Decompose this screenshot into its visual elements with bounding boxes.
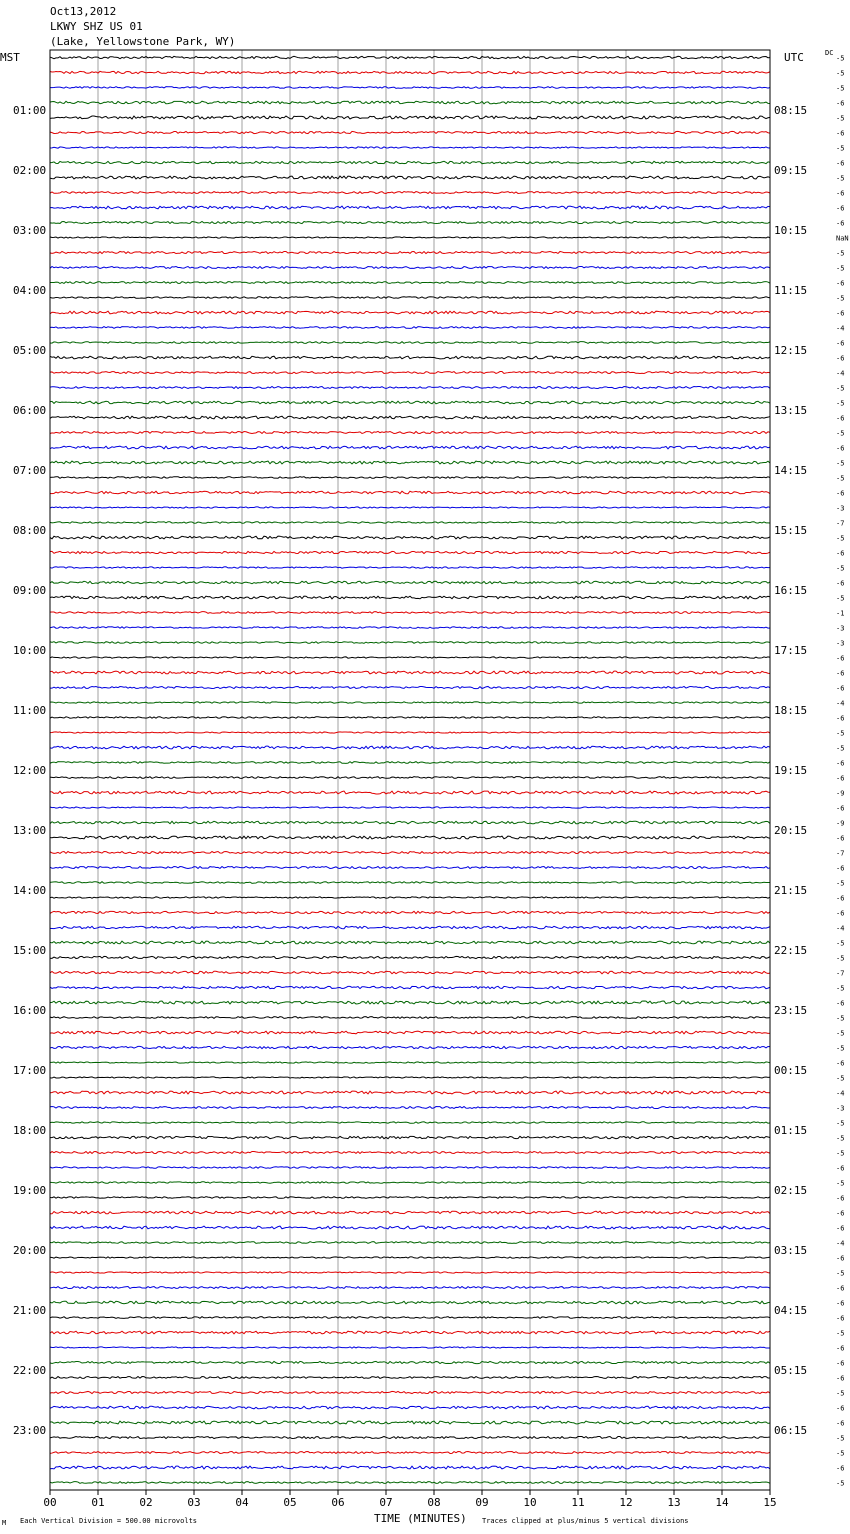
trace-value-label: -6 (836, 159, 845, 168)
trace-value-label: -5 (836, 954, 845, 963)
right-hour-label: 09:15 (774, 164, 808, 177)
trace-value-label: -5 (836, 429, 845, 438)
trace-line (50, 356, 770, 359)
trace-value-label: -5 (836, 114, 845, 123)
trace-line (50, 1301, 770, 1304)
left-hour-label: 12:00 (13, 764, 47, 777)
left-hour-label: 04:00 (13, 284, 47, 297)
trace-line (50, 746, 770, 749)
trace-value-label: -5 (836, 1329, 845, 1338)
right-axis-label: UTC (784, 51, 804, 64)
trace-value-label: -5 (836, 459, 845, 468)
trace-line (50, 762, 770, 764)
trace-line (50, 1182, 770, 1184)
trace-value-label: -6 (836, 909, 845, 918)
corner-mark: M (2, 1519, 7, 1527)
trace-line (50, 87, 770, 89)
left-hour-label: 13:00 (13, 824, 47, 837)
right-hour-label: 06:15 (774, 1424, 808, 1437)
trace-value-label: -6 (836, 414, 845, 423)
trace-line (50, 1482, 770, 1484)
trace-line (50, 477, 770, 479)
trace-line (50, 836, 770, 839)
trace-line (50, 671, 770, 674)
trace-line (50, 642, 770, 644)
right-hour-label: 00:15 (774, 1064, 808, 1077)
trace-line (50, 1031, 770, 1034)
trace-value-label: -6 (836, 354, 845, 363)
trace-value-label: -5 (836, 144, 845, 153)
trace-value-label: -5 (836, 594, 845, 603)
trace-line (50, 536, 770, 539)
x-tick-label: 12 (619, 1496, 633, 1509)
trace-line (50, 866, 770, 868)
trace-line (50, 567, 770, 568)
left-hour-label: 21:00 (13, 1304, 47, 1317)
left-hour-label: 10:00 (13, 644, 47, 657)
trace-value-label: -5 (836, 1269, 845, 1278)
right-hour-label: 14:15 (774, 464, 808, 477)
right-hour-label: 11:15 (774, 284, 808, 297)
trace-value-label: -5 (836, 984, 845, 993)
trace-line (50, 416, 770, 419)
trace-value-label: -6 (836, 804, 845, 813)
trace-value-label: -4 (836, 369, 845, 378)
trace-value-label: -6 (836, 204, 845, 213)
trace-value-label: -6 (836, 279, 845, 288)
trace-line (50, 612, 770, 614)
trace-line (50, 551, 770, 553)
left-hour-label: 02:00 (13, 164, 47, 177)
trace-line (50, 1151, 770, 1153)
trace-line (50, 101, 770, 104)
trace-line (50, 522, 770, 524)
right-hour-label: 17:15 (774, 644, 808, 657)
trace-line (50, 327, 770, 329)
trace-value-label: -5 (836, 1434, 845, 1443)
trace-line (50, 1167, 770, 1169)
trace-value-label: -5 (836, 1149, 845, 1158)
trace-line (50, 266, 770, 268)
x-tick-label: 13 (667, 1496, 681, 1509)
left-hour-label: 09:00 (13, 584, 47, 597)
trace-value-label: -5 (836, 1134, 845, 1143)
trace-line (50, 161, 770, 163)
trace-value-label: -5 (836, 249, 845, 258)
right-hour-label: 05:15 (774, 1364, 808, 1377)
trace-value-label: -6 (836, 1224, 845, 1233)
trace-value-label: -6 (836, 759, 845, 768)
right-hour-label: 16:15 (774, 584, 808, 597)
trace-value-label: -4 (836, 699, 845, 708)
trace-value-label: -6 (836, 1209, 845, 1218)
trace-value-label: -6 (836, 1284, 845, 1293)
trace-line (50, 971, 770, 974)
x-tick-label: 10 (523, 1496, 537, 1509)
scale-note: Each Vertical Division = 500.00 microvolts (20, 1517, 198, 1525)
trace-line (50, 1242, 770, 1244)
left-hour-label: 14:00 (13, 884, 47, 897)
trace-line (50, 1452, 770, 1454)
trace-line (50, 311, 770, 314)
trace-line (50, 401, 770, 404)
left-hour-label: 06:00 (13, 404, 47, 417)
trace-line (50, 702, 770, 703)
trace-value-label: -4 (836, 1089, 845, 1098)
x-tick-label: 02 (139, 1496, 153, 1509)
right-hour-label: 15:15 (774, 524, 808, 537)
trace-line (50, 956, 770, 958)
trace-line (50, 372, 770, 374)
trace-value-label: -6 (836, 1404, 845, 1413)
trace-value-label: -6 (836, 189, 845, 198)
trace-line (50, 882, 770, 884)
trace-line (50, 1062, 770, 1063)
trace-value-label: -5 (836, 54, 845, 63)
x-tick-label: 00 (43, 1496, 57, 1509)
trace-value-label: -6 (836, 999, 845, 1008)
x-tick-label: 04 (235, 1496, 249, 1509)
trace-value-label: -5 (836, 1479, 845, 1488)
trace-value-label: -5 (836, 1449, 845, 1458)
trace-line (50, 1406, 770, 1409)
trace-line (50, 941, 770, 944)
trace-line (50, 1211, 770, 1214)
trace-value-label: -9 (836, 789, 845, 798)
left-hour-label: 11:00 (13, 704, 47, 717)
x-tick-label: 06 (331, 1496, 345, 1509)
right-hour-label: 04:15 (774, 1304, 808, 1317)
right-hour-label: 08:15 (774, 104, 808, 117)
trace-line (50, 732, 770, 733)
trace-value-label: -6 (836, 1359, 845, 1368)
trace-line (50, 1257, 770, 1258)
trace-value-label: -5 (836, 399, 845, 408)
trace-value-label: -6 (836, 579, 845, 588)
trace-value-label: -6 (836, 444, 845, 453)
left-hour-label: 01:00 (13, 104, 47, 117)
trace-value-label: -7 (836, 519, 845, 528)
left-hour-label: 03:00 (13, 224, 47, 237)
trace-line (50, 56, 770, 58)
right-hour-label: 21:15 (774, 884, 808, 897)
trace-value-label: -5 (836, 744, 845, 753)
left-hour-label: 19:00 (13, 1184, 47, 1197)
trace-line (50, 986, 770, 988)
trace-value-label: -6 (836, 669, 845, 678)
trace-value-label: -5 (836, 1389, 845, 1398)
trace-value-label: -6 (836, 864, 845, 873)
trace-value-label: -5 (836, 1179, 845, 1188)
right-hour-label: 10:15 (774, 224, 808, 237)
trace-value-label: -1 (836, 609, 845, 618)
left-hour-label: 05:00 (13, 344, 47, 357)
x-tick-label: 08 (427, 1496, 441, 1509)
trace-value-label: -5 (836, 879, 845, 888)
trace-value-label: -3 (836, 504, 845, 513)
right-hour-label: 22:15 (774, 944, 808, 957)
trace-line (50, 1122, 770, 1123)
trace-line (50, 581, 770, 583)
clip-note: Traces clipped at plus/minus 5 vertical divisions (482, 1517, 689, 1525)
trace-line (50, 1091, 770, 1094)
left-axis-label: MST (0, 51, 20, 64)
trace-group (50, 56, 770, 1483)
trace-line (50, 192, 770, 194)
trace-line (50, 221, 770, 223)
trace-value-label: -6 (836, 99, 845, 108)
x-tick-label: 07 (379, 1496, 393, 1509)
trace-value-label: -6 (836, 1464, 845, 1473)
trace-value-label: -6 (836, 219, 845, 228)
trace-line (50, 1107, 770, 1109)
trace-value-label: -6 (836, 1344, 845, 1353)
trace-value-label: -3 (836, 1104, 845, 1113)
trace-value-label: -4 (836, 324, 845, 333)
trace-line (50, 1361, 770, 1363)
trace-value-label: -6 (836, 774, 845, 783)
trace-line (50, 387, 770, 389)
trace-value-label: -5 (836, 1074, 845, 1083)
trace-value-label: -6 (836, 894, 845, 903)
trace-line (50, 431, 770, 433)
trace-line (50, 147, 770, 148)
trace-line (50, 176, 770, 179)
trace-value-label: -7 (836, 849, 845, 858)
plot-date: Oct13,2012 (50, 5, 117, 18)
trace-line (50, 1391, 770, 1393)
trace-value-label: -5 (836, 69, 845, 78)
grid-lines (98, 50, 722, 1490)
x-tick-label: 11 (571, 1496, 585, 1509)
trace-value-label: -5 (836, 294, 845, 303)
left-hour-label: 20:00 (13, 1244, 47, 1257)
plot-footer (2, 1512, 689, 1527)
station-location: (Lake, Yellowstone Park, WY) (50, 35, 236, 48)
x-tick-label: 05 (283, 1496, 297, 1509)
trace-line (50, 1466, 770, 1469)
trace-line (50, 237, 770, 238)
trace-value-label: -6 (836, 1254, 845, 1263)
trace-line (50, 851, 770, 853)
trace-value-label: -4 (836, 924, 845, 933)
trace-line (50, 821, 770, 824)
trace-line (50, 1317, 770, 1319)
trace-line (50, 1436, 770, 1438)
right-hour-label: 03:15 (774, 1244, 808, 1257)
left-hour-label: 18:00 (13, 1124, 47, 1137)
trace-value-label: -3 (836, 639, 845, 648)
right-hour-label: 23:15 (774, 1004, 808, 1017)
trace-line (50, 1331, 770, 1334)
trace-line (50, 342, 770, 344)
left-hour-label: 22:00 (13, 1364, 47, 1377)
x-tick-label: 01 (91, 1496, 105, 1509)
trace-line (50, 807, 770, 808)
trace-value-label: -6 (836, 834, 845, 843)
trace-value-label: -5 (836, 534, 845, 543)
trace-line (50, 491, 770, 494)
trace-value-label: -6 (836, 1299, 845, 1308)
trace-line (50, 1226, 770, 1229)
trace-line (50, 507, 770, 508)
trace-value-label: -5 (836, 474, 845, 483)
trace-value-label: -6 (836, 1194, 845, 1203)
trace-value-label: -5 (836, 729, 845, 738)
left-hour-label: 23:00 (13, 1424, 47, 1437)
trace-value-label: -5 (836, 939, 845, 948)
trace-value-label: NaN (836, 234, 849, 243)
trace-value-label: -6 (836, 1164, 845, 1173)
trace-line (50, 1287, 770, 1289)
trace-line (50, 251, 770, 253)
right-hour-label: 13:15 (774, 404, 808, 417)
left-hour-label: 07:00 (13, 464, 47, 477)
trace-line (50, 657, 770, 658)
trace-value-label: -6 (836, 309, 845, 318)
left-hour-label: 08:00 (13, 524, 47, 537)
trace-line (50, 926, 770, 929)
trace-line (50, 686, 770, 688)
trace-value-label: -5 (836, 1014, 845, 1023)
trace-value-label: -6 (836, 714, 845, 723)
right-hour-label: 19:15 (774, 764, 808, 777)
trace-value-label: -5 (836, 384, 845, 393)
trace-line (50, 1017, 770, 1019)
trace-value-label: -5 (836, 1044, 845, 1053)
right-hour-label: 18:15 (774, 704, 808, 717)
x-tick-label: 03 (187, 1496, 201, 1509)
right-hour-label: 01:15 (774, 1124, 808, 1137)
trace-value-label: -3 (836, 624, 845, 633)
trace-value-label: -6 (836, 339, 845, 348)
trace-value-label: -5 (836, 84, 845, 93)
station-code: LKWY SHZ US 01 (50, 20, 143, 33)
trace-line (50, 1421, 770, 1424)
trace-value-label: -5 (836, 174, 845, 183)
trace-line (50, 297, 770, 299)
left-hour-label: 16:00 (13, 1004, 47, 1017)
trace-value-label: -6 (836, 1059, 845, 1068)
trace-value-label: -4 (836, 1239, 845, 1248)
trace-line (50, 1377, 770, 1379)
trace-line (50, 446, 770, 449)
trace-value-label: -5 (836, 1029, 845, 1038)
trace-value-label: -5 (836, 264, 845, 273)
trace-line (50, 627, 770, 629)
x-tick-label: 09 (475, 1496, 489, 1509)
trace-value-label: -7 (836, 969, 845, 978)
trace-line (50, 791, 770, 794)
trace-value-label: -6 (836, 489, 845, 498)
trace-value-label: -6 (836, 684, 845, 693)
right-hour-label: 12:15 (774, 344, 808, 357)
trace-value-label: -6 (836, 129, 845, 138)
trace-line (50, 911, 770, 913)
trace-line (50, 1347, 770, 1348)
trace-line (50, 897, 770, 898)
trace-line (50, 71, 770, 73)
trace-line (50, 1272, 770, 1273)
trace-line (50, 596, 770, 599)
x-axis-title: TIME (MINUTES) (374, 1512, 467, 1525)
trace-value-label: -6 (836, 1314, 845, 1323)
trace-line (50, 777, 770, 779)
right-hour-label: 20:15 (774, 824, 808, 837)
trace-value-label: -5 (836, 1119, 845, 1128)
trace-line (50, 461, 770, 464)
trace-line (50, 1001, 770, 1004)
left-hour-label: 17:00 (13, 1064, 47, 1077)
trace-line (50, 1197, 770, 1199)
trace-line (50, 1136, 770, 1138)
dc-label: DC (825, 49, 834, 57)
trace-line (50, 131, 770, 133)
trace-line (50, 717, 770, 718)
trace-line (50, 206, 770, 209)
left-hour-label: 15:00 (13, 944, 47, 957)
trace-line (50, 1046, 770, 1048)
trace-line (50, 1077, 770, 1078)
trace-value-label: -6 (836, 1374, 845, 1383)
right-hour-label: 02:15 (774, 1184, 808, 1197)
trace-value-label: -6 (836, 1419, 845, 1428)
trace-value-label: -5 (836, 564, 845, 573)
trace-value-label: -6 (836, 549, 845, 558)
trace-value-label: -9 (836, 819, 845, 828)
trace-value-label: -6 (836, 654, 845, 663)
x-tick-label: 14 (715, 1496, 729, 1509)
trace-line (50, 116, 770, 119)
x-tick-label: 15 (763, 1496, 777, 1509)
trace-line (50, 282, 770, 284)
